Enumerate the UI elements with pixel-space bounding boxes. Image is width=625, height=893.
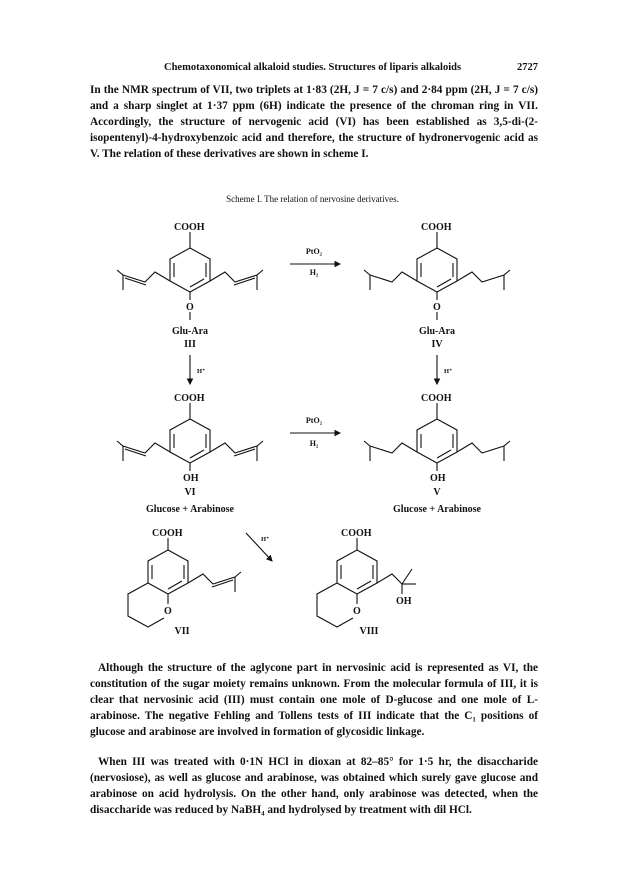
compound-IV-cooh: COOH [421,222,452,233]
compound-VIII-numeral: VIII [359,626,379,637]
compound-IV-numeral: IV [431,339,443,350]
sugars-left: Glucose + Arabinose [146,504,234,515]
compound-VI-oh: OH [183,473,199,484]
compound-VI-cooh: COOH [174,393,205,404]
reagent-pt-mid: PtO₂ [305,416,323,425]
compound-III-o: O [186,302,194,313]
compound-VIII-o: O [353,606,361,617]
compound-V-cooh: COOH [421,393,452,404]
page-number: 2727 [517,62,538,73]
reagent-pt-top: PtO₂ [305,247,323,256]
compound-V-numeral: V [433,487,441,498]
paragraph-hydrolysis: When III was treated with 0·1N HCl in dioxan at 82–85° for 1·5 hr, the disaccharide (nervosiose), as well as glucose and arabinose, was obtained which surely gave glucose and arabinose on acid hydrolysis. On the other hand, only arabinose was detected, when the disaccharide was reduced by NaBH₄ and hydrolysed by treatment with dil HCl. [90,756,538,816]
compound-VIII-cooh: COOH [341,528,372,539]
acid-diagonal: H⁺ [261,536,270,543]
paragraph-sugar-moiety: Although the structure of the aglycone part in nervosinic acid is represented as VI, the constitution of the sugar moiety remains unknown. From the molecular formula of III, it is clear that nervosinic acid (III) must contain one mole of D-glucose and one mole of L-arabinose. The negative Fehling and Tollens tests of III indicate that the C₁ positions of glucose and arabinose are involved in formation of glycosidic linkage. [90,662,538,738]
scheme-caption: Scheme I. The relation of nervosine derivatives. [226,194,399,204]
compound-V-oh: OH [430,473,446,484]
running-title: Chemotaxonomical alkaloid studies. Structures of liparis alkaloids [164,62,462,73]
compound-VII-numeral: VII [174,626,190,637]
sugars-right: Glucose + Arabinose [393,504,481,515]
compound-III-cooh: COOH [174,222,205,233]
compound-VII-o: O [164,606,172,617]
compound-VI-numeral: VI [184,487,196,498]
compound-VI-structure [117,403,263,471]
compound-VII-cooh: COOH [152,528,183,539]
paragraph-nmr: In the NMR spectrum of VII, two triplets at 1·83 (2H, J = 7 c/s) and 2·84 ppm (2H, J = 7 c/s) and a sharp singlet at 1·37 ppm (6H) indicate the presence of the chroman ring in VII. Accordingly, the structure of nervogenic acid (VI) has been established as 3,5-di-(2-isopentenyl)-4-hydroxybenzoic acid and therefore, the structure of hydronervogenic acid as V. The relation of these derivatives are shown in scheme I. [90,84,538,160]
compound-VII-structure [128,538,241,627]
reagent-h2-top: H₂ [309,268,319,277]
reagent-h2-mid: H₂ [309,439,319,448]
acid-left: H⁺ [197,368,206,375]
compound-III-numeral: III [184,339,196,350]
compound-VIII-oh: OH [396,596,412,607]
compound-III-sugar: Glu-Ara [171,326,209,337]
compound-IV-o: O [433,302,441,313]
compound-V-structure [364,403,510,471]
acid-right: H⁺ [444,368,453,375]
compound-VIII-structure [317,538,416,627]
compound-IV-sugar: Glu-Ara [418,326,456,337]
